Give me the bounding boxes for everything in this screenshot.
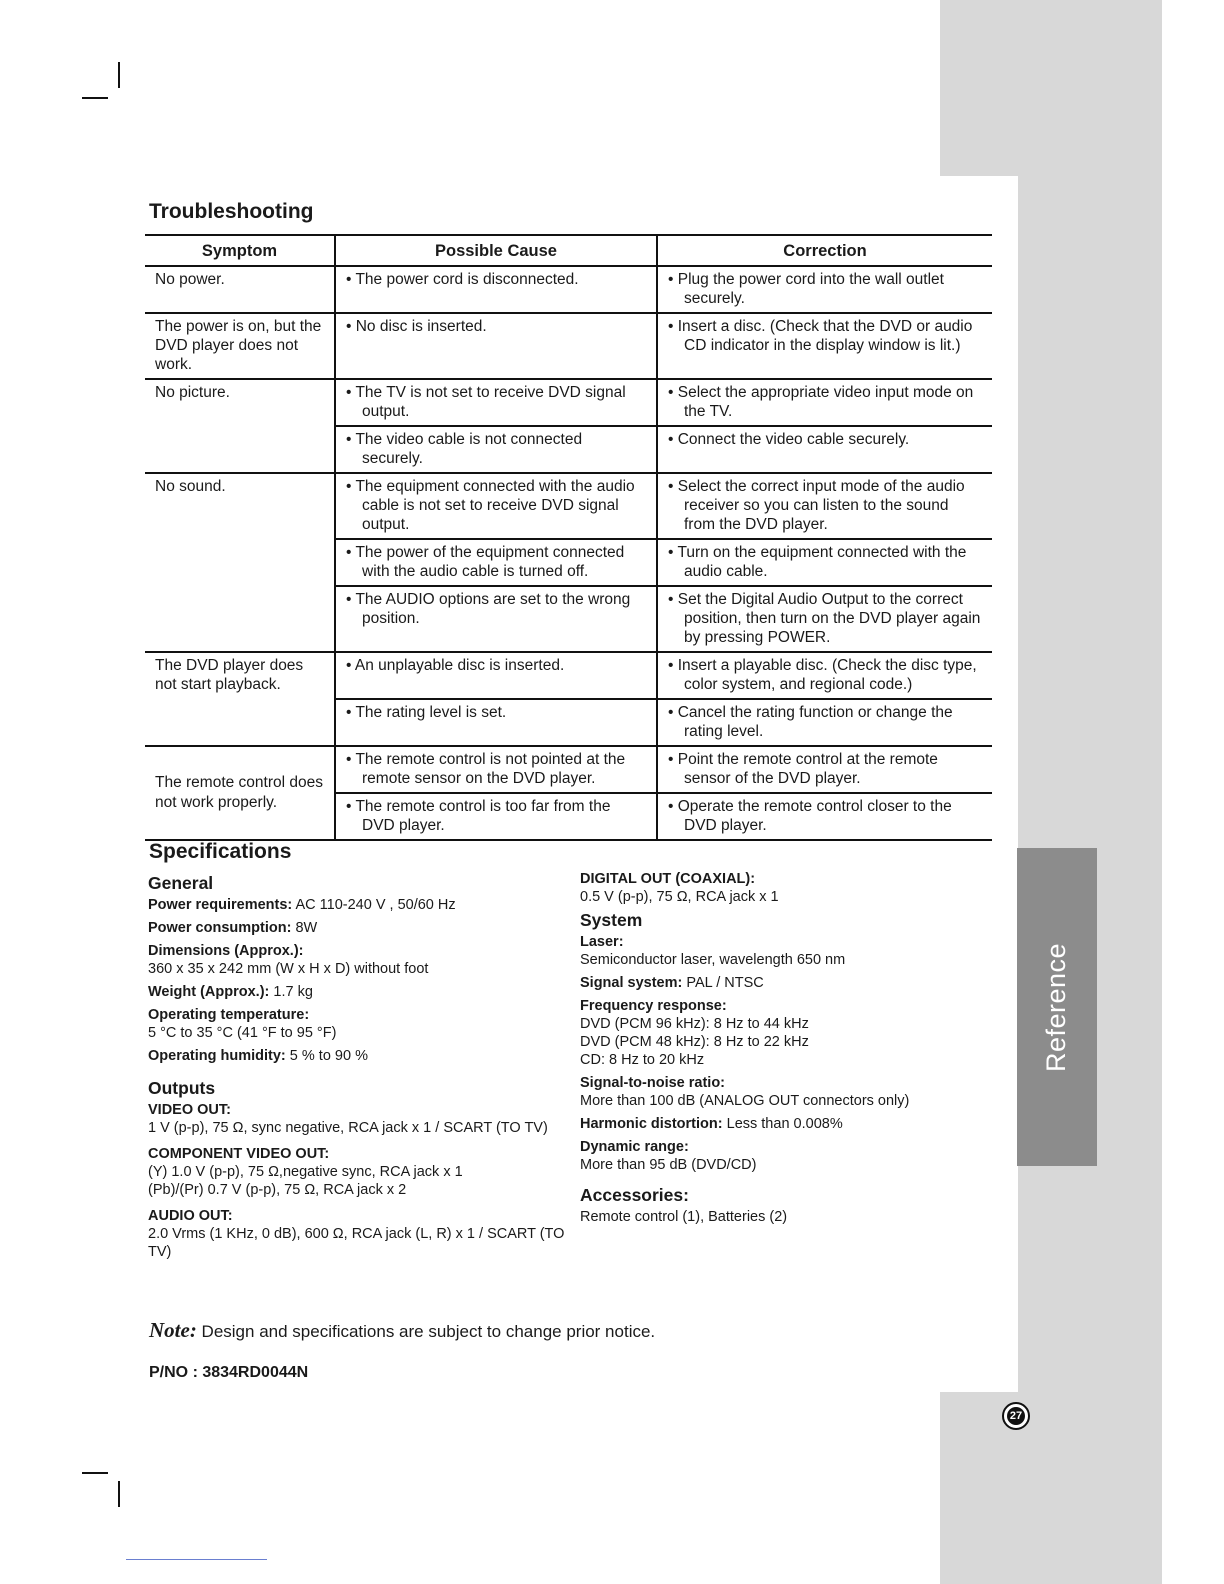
spec-operating-humidity — [148, 1047, 568, 1065]
cause-cell: • No disc is inserted. — [335, 313, 657, 379]
table-row — [145, 313, 992, 379]
cause-cell: • The power of the equipment connected with the audio cable is turned off. — [335, 539, 657, 586]
cause-text: No disc is inserted. — [355, 318, 487, 335]
correction-text: Point the remote control at the remote sensor of the DVD player. — [677, 751, 938, 787]
spec-dynamic-range — [580, 1138, 935, 1174]
correction-cell: • Select the appropriate video input mode on the TV. — [657, 379, 992, 426]
table-row — [145, 746, 992, 793]
page-number: 27 — [1007, 1407, 1025, 1425]
spec-value: 2.0 Vrms (1 KHz, 0 dB), 600 Ω, RCA jack (L, R) x 1 / SCART (TO TV) — [148, 1226, 565, 1260]
correction-cell: • Turn on the equipment connected with the audio cable. — [657, 539, 992, 586]
correction-text: Turn on the equipment connected with the audio cable. — [677, 544, 967, 580]
system-heading: System — [580, 910, 643, 930]
header-symptom: Symptom — [145, 235, 335, 266]
spec-value: 360 x 35 x 242 mm (W x H x D) without foot — [148, 961, 429, 977]
correction-text: Select the appropriate video input mode on the TV. — [677, 384, 974, 420]
spec-label: Dimensions (Approx.): — [148, 943, 304, 959]
spec-laser — [580, 933, 935, 969]
cause-text: The AUDIO options are set to the wrong position. — [355, 591, 631, 627]
cause-cell: • An unplayable disc is inserted. — [335, 652, 657, 699]
spec-signal-system — [580, 974, 935, 992]
symptom-cell: The power is on, but the DVD player does not work. — [145, 313, 335, 379]
spec-value: 8W — [295, 920, 318, 936]
spec-value: AC 110-240 V , 50/60 Hz — [295, 897, 456, 913]
spec-value: More than 100 dB (ANALOG OUT connectors only) — [580, 1093, 910, 1109]
spec-label: Signal system: — [580, 975, 683, 991]
cause-text: The video cable is not connected securely. — [355, 431, 583, 467]
spec-label: COMPONENT VIDEO OUT: — [148, 1146, 330, 1162]
symptom-cell: No sound. — [145, 473, 335, 652]
spec-value: 1 V (p-p), 75 Ω, sync negative, RCA jack x 1 / SCART (TO TV) — [148, 1120, 548, 1136]
page-number-badge — [1002, 1402, 1030, 1430]
reference-tab-label: Reference — [1041, 942, 1072, 1072]
spec-component-video-out — [148, 1145, 568, 1199]
spec-accessories: Remote control (1), Batteries (2) — [580, 1209, 788, 1225]
table-row — [145, 473, 992, 539]
cause-text: An unplayable disc is inserted. — [354, 657, 565, 674]
spec-label: Signal-to-noise ratio: — [580, 1075, 725, 1091]
correction-text: Plug the power cord into the wall outlet securely. — [677, 271, 944, 307]
table-row — [145, 266, 992, 313]
symptom-cell: No picture. — [145, 379, 335, 473]
spec-label: Power requirements: — [148, 897, 293, 913]
bottom-rule — [126, 1559, 267, 1560]
correction-cell: • Set the Digital Audio Output to the correct position, then turn on the DVD player again by pressing POWER. — [657, 586, 992, 652]
correction-text: Operate the remote control closer to the DVD player. — [677, 798, 952, 834]
spec-value: DVD (PCM 96 kHz): 8 Hz to 44 kHz — [580, 1016, 809, 1032]
crop-mark — [82, 97, 108, 99]
correction-cell: • Connect the video cable securely. — [657, 426, 992, 473]
cause-cell: • The equipment connected with the audio cable is not set to receive DVD signal output. — [335, 473, 657, 539]
spec-value: CD: 8 Hz to 20 kHz — [580, 1052, 705, 1068]
cause-text: The remote control is too far from the DVD player. — [355, 798, 611, 834]
correction-cell: • Point the remote control at the remote sensor of the DVD player. — [657, 746, 992, 793]
cause-cell: • The AUDIO options are set to the wrong position. — [335, 586, 657, 652]
troubleshooting-title: Troubleshooting — [149, 200, 314, 223]
spec-operating-temperature — [148, 1006, 568, 1042]
specifications-title: Specifications — [149, 840, 292, 863]
spec-dimensions — [148, 942, 568, 978]
part-number: P/NO : 3834RD0044N — [149, 1364, 309, 1381]
crop-mark — [82, 1472, 108, 1474]
table-row — [145, 379, 992, 426]
correction-text: Set the Digital Audio Output to the correct position, then turn on the DVD player again by pressing POWER. — [677, 591, 981, 646]
cause-text: The TV is not set to receive DVD signal output. — [355, 384, 626, 420]
correction-cell: • Plug the power cord into the wall outlet securely. — [657, 266, 992, 313]
spec-label: Weight (Approx.): — [148, 984, 270, 1000]
spec-label: AUDIO OUT: — [148, 1208, 233, 1224]
table-header-row — [145, 235, 992, 266]
spec-value: PAL / NTSC — [686, 975, 764, 991]
spec-label: VIDEO OUT: — [148, 1102, 231, 1118]
reference-tab — [1017, 848, 1097, 1166]
note — [149, 1318, 655, 1343]
spec-value: Semiconductor laser, wavelength 650 nm — [580, 952, 846, 968]
spec-label: Laser: — [580, 934, 624, 950]
spec-power-requirements — [148, 896, 568, 914]
spec-label: Frequency response: — [580, 998, 727, 1014]
accessories-heading: Accessories: — [580, 1185, 689, 1205]
spec-value: 0.5 V (p-p), 75 Ω, RCA jack x 1 — [580, 889, 779, 905]
cause-cell: • The video cable is not connected securely. — [335, 426, 657, 473]
correction-cell: • Select the correct input mode of the audio receiver so you can listen to the sound from the DVD player. — [657, 473, 992, 539]
spec-video-out — [148, 1101, 568, 1137]
spec-audio-out — [148, 1207, 568, 1261]
spec-value: (Y) 1.0 V (p-p), 75 Ω,negative sync, RCA jack x 1 — [148, 1164, 463, 1180]
cause-text: The power cord is disconnected. — [355, 271, 579, 288]
note-label: Note: — [149, 1318, 197, 1342]
crop-mark — [118, 1481, 120, 1507]
spec-right-column — [580, 870, 935, 1231]
spec-value: DVD (PCM 48 kHz): 8 Hz to 22 kHz — [580, 1034, 809, 1050]
spec-label: Power consumption: — [148, 920, 292, 936]
correction-text: Select the correct input mode of the audio receiver so you can listen to the sound from the DVD player. — [677, 478, 965, 533]
cause-text: The remote control is not pointed at the remote sensor on the DVD player. — [355, 751, 626, 787]
correction-text: Insert a playable disc. (Check the disc type, color system, and regional code.) — [677, 657, 977, 693]
cause-cell: • The power cord is disconnected. — [335, 266, 657, 313]
correction-text: Insert a disc. (Check that the DVD or audio CD indicator in the display window is lit.) — [677, 318, 973, 354]
crop-mark — [118, 62, 120, 88]
spec-value: Less than 0.008% — [726, 1116, 843, 1132]
spec-value: 5 °C to 35 °C (41 °F to 95 °F) — [148, 1025, 337, 1041]
cause-cell: • The rating level is set. — [335, 699, 657, 746]
correction-cell: • Insert a playable disc. (Check the disc type, color system, and regional code.) — [657, 652, 992, 699]
spec-label: Operating humidity: — [148, 1048, 286, 1064]
spec-signal-to-noise — [580, 1074, 935, 1110]
correction-text: Cancel the rating function or change the rating level. — [677, 704, 953, 740]
spec-value: More than 95 dB (DVD/CD) — [580, 1157, 757, 1173]
correction-cell: • Operate the remote control closer to the DVD player. — [657, 793, 992, 840]
spec-harmonic-distortion — [580, 1115, 935, 1133]
correction-cell: • Cancel the rating function or change the rating level. — [657, 699, 992, 746]
spec-value: 5 % to 90 % — [289, 1048, 368, 1064]
spec-frequency-response — [580, 997, 935, 1069]
header-possible-cause: Possible Cause — [335, 235, 657, 266]
cause-cell: • The remote control is not pointed at the remote sensor on the DVD player. — [335, 746, 657, 793]
spec-label: Operating temperature: — [148, 1007, 310, 1023]
note-text: Design and specifications are subject to change prior notice. — [196, 1322, 656, 1341]
correction-cell: • Insert a disc. (Check that the DVD or audio CD indicator in the display window is lit.) — [657, 313, 992, 379]
cause-cell: • The remote control is too far from the DVD player. — [335, 793, 657, 840]
spec-label: Dynamic range: — [580, 1139, 689, 1155]
cause-text: The power of the equipment connected with the audio cable is turned off. — [355, 544, 625, 580]
spec-left-column — [148, 870, 568, 1266]
symptom-cell: The DVD player does not start playback. — [145, 652, 335, 746]
spec-label: DIGITAL OUT (COAXIAL): — [580, 871, 756, 887]
spec-value: (Pb)/(Pr) 0.7 V (p-p), 75 Ω, RCA jack x 2 — [148, 1182, 407, 1198]
spec-label: Harmonic distortion: — [580, 1116, 723, 1132]
troubleshooting-table — [145, 234, 992, 841]
spec-digital-out — [580, 870, 935, 906]
spec-power-consumption — [148, 919, 568, 937]
outputs-heading: Outputs — [148, 1078, 216, 1098]
general-heading: General — [148, 873, 214, 893]
correction-text: Connect the video cable securely. — [677, 431, 910, 448]
cause-text: The rating level is set. — [355, 704, 507, 721]
spec-weight — [148, 983, 568, 1001]
cause-cell: • The TV is not set to receive DVD signal output. — [335, 379, 657, 426]
header-correction: Correction — [657, 235, 992, 266]
symptom-cell: The remote control does not work properly. — [145, 746, 335, 840]
spec-value: 1.7 kg — [273, 984, 313, 1000]
symptom-cell: No power. — [145, 266, 335, 313]
cause-text: The equipment connected with the audio cable is not set to receive DVD signal output. — [355, 478, 635, 533]
table-row — [145, 652, 992, 699]
